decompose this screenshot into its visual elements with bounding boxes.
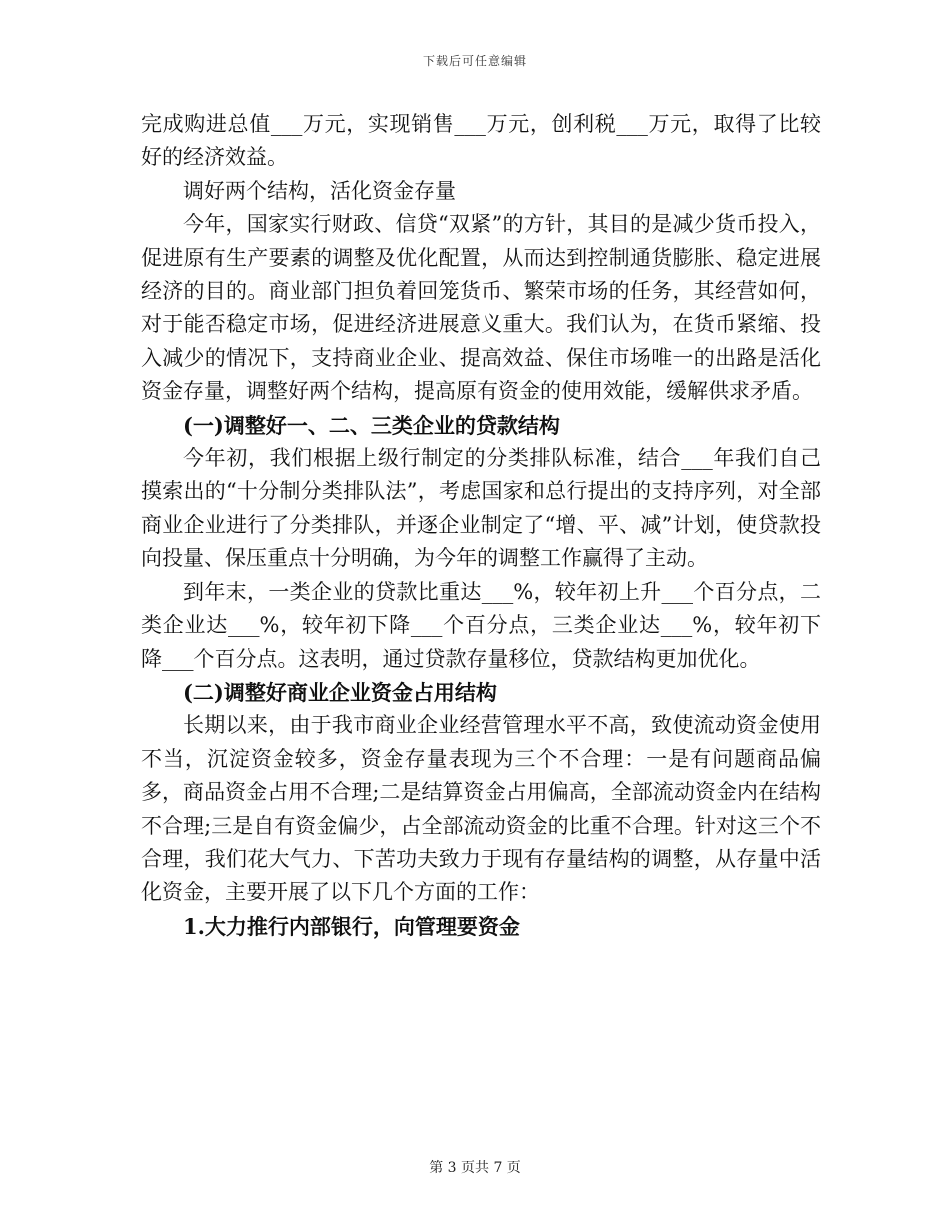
paragraph-body: 到年末，一类企业的贷款比重达___%，较年初上升___个百分点，二类企业达___%，较年初下降___个百分点，三类企业达___%，较年初下降___个百分点。这表明，通过贷款存量移位，贷款结构更加优化。 <box>141 579 821 671</box>
page-header: 下载后可任意编辑 <box>422 54 527 68</box>
paragraph-body: 长期以来，由于我市商业企业经营管理水平不高，致使流动资金使用不当，沉淀资金较多，资金存量表现为三个不合理：一是有问题商品偏多，商品资金占用不合理;二是结算资金占用偏高，全部流动资金内在结构不合理;三是自有资金偏少，占全部流动资金的比重不合理。针对这三个不合理，我们花大气力、下苦功夫致力于现有存量结构的调整，从存量中活化资金，主要开展了以下几个方面的工作： <box>141 713 821 905</box>
section-heading-3: 1.大力推行内部银行，向管理要资金 <box>183 913 520 939</box>
section-heading-2: (二)调整好商业企业资金占用结构 <box>183 679 497 705</box>
page-footer: 第 3 页共 7 页 <box>429 1160 521 1176</box>
paragraph-body: 今年初，我们根据上级行制定的分类排队标准，结合___年我们自己摸索出的“十分制分类排队法”，考虑国家和总行提出的支持序列，对全部商业企业进行了分类排队，并逐企业制定了“增、平、减”计划，使贷款投向投量、保压重点十分明确，为今年的调整工作赢得了主动。 <box>141 446 821 571</box>
paragraph-subheading: 调好两个结构，活化资金存量 <box>183 178 456 203</box>
paragraph-body: 今年，国家实行财政、信贷“双紧”的方针，其目的是减少货币投入，促进原有生产要素的调整及优化配置，从而达到控制通货膨胀、稳定进展经济的目的。商业部门担负着回笼货币、繁荣市场的任务，其经营如何，对于能否稳定市场，促进经济进展意义重大。我们认为，在货币紧缩、投入减少的情况下，支持商业企业、提高效益、保住市场唯一的出路是活化资金存量，调整好两个结构，提高原有资金的使用效能，缓解供求矛盾。 <box>141 212 821 404</box>
paragraph-continuation: 完成购进总值___万元，实现销售___万元，创利税___万元，取得了比较好的经济效益。 <box>141 112 821 170</box>
section-heading-1: (一)调整好一、二、三类企业的贷款结构 <box>183 412 560 438</box>
document-body <box>141 108 821 943</box>
